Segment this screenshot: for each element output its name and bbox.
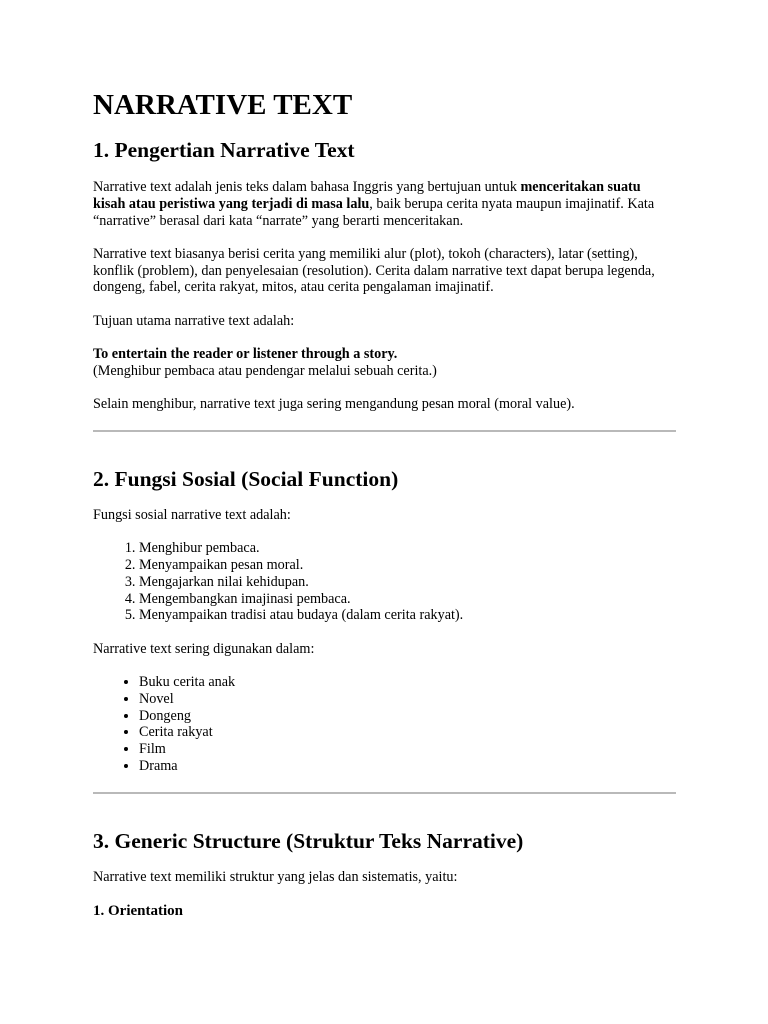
section-1-paragraph-2: Narrative text biasanya berisi cerita yang memiliki alur (plot), tokoh (characters), latar (setting), konflik (problem), dan penyelesaian (resolution). Cerita dalam narrative text dapat berupa legenda, dongeng, fabel, cerita rakyat, mitos, atau cerita pengalaman imajinatif. [93, 245, 655, 296]
social-function-list [93, 540, 676, 624]
emphasis-text: menceritakan suatu kisah atau peristiwa yang terjadi di masa lalu [93, 179, 641, 212]
purpose-bold: To entertain the reader or listener through a story. [93, 346, 398, 363]
paragraph-text: Narrative text adalah jenis teks dalam bahasa Inggris yang bertujuan untuk [93, 179, 521, 195]
section-1-heading: 1. Pengertian Narrative Text [93, 138, 355, 162]
usage-item: • Cerita rakyat [139, 724, 676, 741]
section-2-heading: 2. Fungsi Sosial (Social Function) [93, 466, 399, 491]
section-1-paragraph-1 [93, 179, 676, 229]
social-function-item: 1. Menghibur pembaca. [139, 540, 676, 557]
usage-item: • Drama [139, 758, 676, 775]
social-function-item: 2. Menyampaikan pesan moral. [139, 557, 676, 574]
usage-intro: Narrative text sering digunakan dalam: [93, 640, 315, 657]
section-3-heading: 3. Generic Structure (Struktur Teks Narrative) [93, 828, 524, 853]
paragraph-text: , baik berupa cerita nyata maupun imajinatif. Kata “narrative” berasal dari kata “narrate” yang berarti menceritakan. [93, 195, 655, 229]
usage-item: • Film [139, 741, 676, 758]
section-1-paragraph-3: Tujuan utama narrative text adalah: [93, 312, 295, 329]
orientation-subheading: 1. Orientation [93, 902, 183, 919]
page-title: NARRATIVE TEXT [93, 89, 353, 121]
social-function-item: 4. Mengembangkan imajinasi pembaca. [139, 591, 676, 608]
section-3-intro: Narrative text memiliki struktur yang jelas dan sistematis, yaitu: [93, 868, 458, 885]
usage-list [93, 674, 676, 775]
purpose-statement [93, 346, 676, 380]
social-function-item: 5. Menyampaikan tradisi atau budaya (dalam cerita rakyat). [139, 607, 676, 624]
section-1-paragraph-4: Selain menghibur, narrative text juga sering mengandung pesan moral (moral value). [93, 396, 575, 413]
social-function-item: 3. Mengajarkan nilai kehidupan. [139, 574, 676, 591]
usage-item: • Buku cerita anak [139, 674, 676, 691]
purpose-translation: (Menghibur pembaca atau pendengar melalui sebuah cerita.) [93, 362, 437, 379]
document-content [93, 88, 676, 920]
usage-item: • Dongeng [139, 708, 676, 725]
usage-item: • Novel [139, 691, 676, 708]
section-2-intro: Fungsi sosial narrative text adalah: [93, 506, 291, 523]
